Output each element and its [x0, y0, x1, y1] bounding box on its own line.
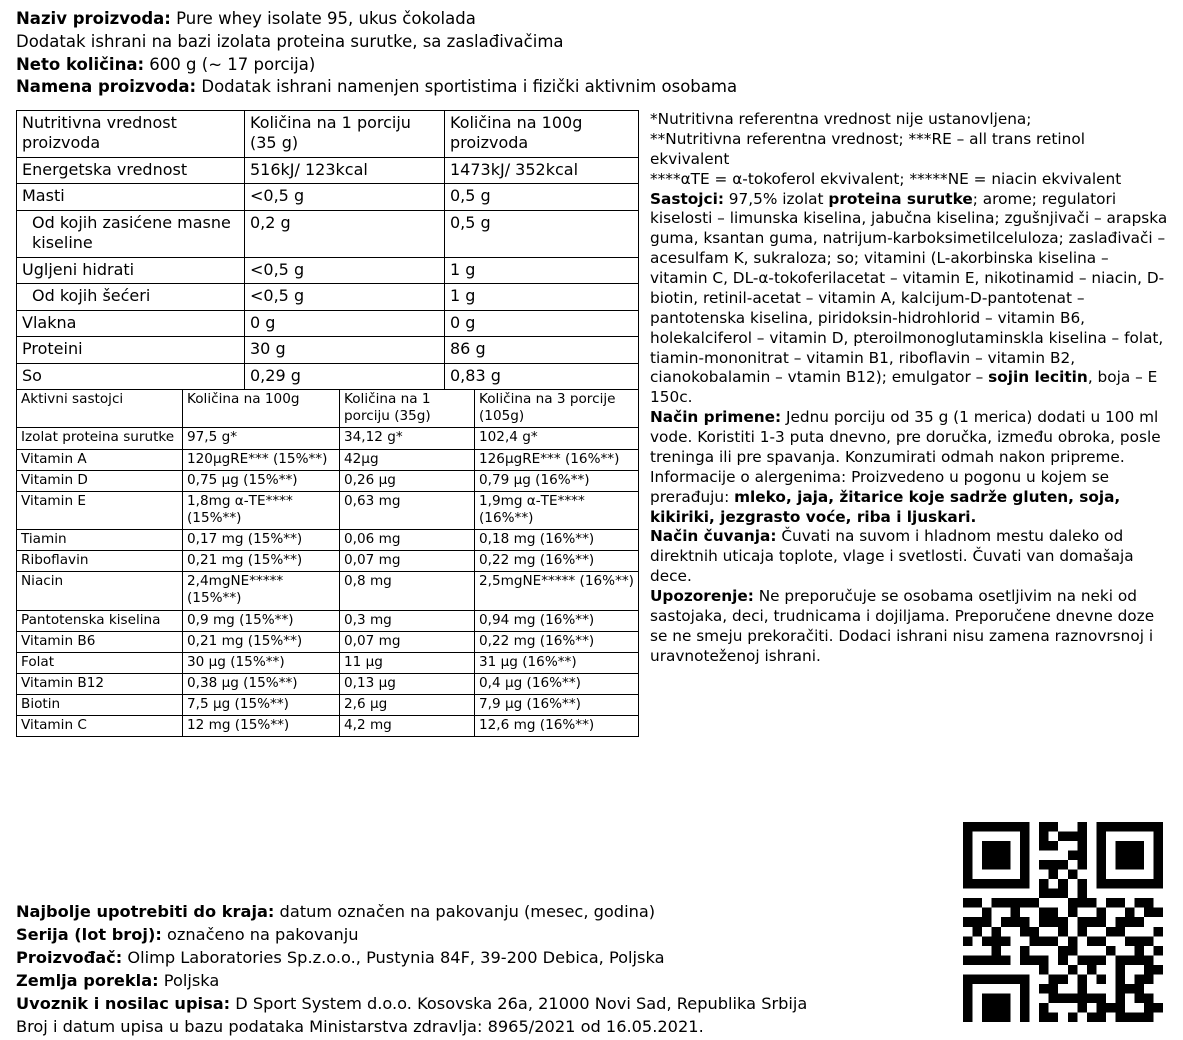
manufacturer-line: [16, 946, 976, 969]
best-before-label: Najbolje upotrebiti do kraja:: [16, 902, 275, 921]
product-name-label: Naziv proizvoda:: [16, 9, 171, 28]
nutrition-per100g: 1 g: [445, 257, 639, 283]
active-name: Vitamin B12: [17, 673, 183, 694]
country-line: [16, 969, 976, 992]
ingredients-text-3: , boja – E 150c.: [650, 368, 1158, 407]
country-label: Zemlja porekla:: [16, 971, 159, 990]
active-per100g: 7,5 µg (15%**): [183, 695, 340, 716]
active-name: Niacin: [17, 572, 183, 610]
table-row: [17, 530, 639, 551]
nutrition-per100g: 0,5 g: [445, 184, 639, 210]
purpose-line: [16, 76, 1166, 99]
allergen-bold: mleko, jaja, žitarice koje sadrže gluten, soja, kikiriki, jezgrasto voće, riba i ljuskari.: [650, 487, 1121, 526]
nutrition-per100g: 1 g: [445, 284, 639, 310]
net-quantity-label: Neto količina:: [16, 54, 145, 74]
registration-line: Broj i datum upisa u bazu podataka Ministarstva zdravlja: 8965/2021 od 16.05.2021.: [16, 1017, 704, 1036]
storage-label: Način čuvanja:: [650, 527, 777, 546]
table-row: [17, 716, 639, 737]
active-header-2: Količina na 1 porciju (35g): [340, 390, 475, 428]
nutrition-label: So: [17, 363, 245, 389]
table-row: [17, 610, 639, 631]
active-per-serving: 0,13 µg: [340, 673, 475, 694]
table-row: [17, 652, 639, 673]
table-row: [17, 363, 639, 389]
active-name: Vitamin A: [17, 449, 183, 470]
active-per100g: 0,21 mg (15%**): [183, 551, 340, 572]
active-per100g: 1,8mg α-TE**** (15%**): [183, 491, 340, 529]
nutrition-per100g: 0,83 g: [445, 363, 639, 389]
table-row: [17, 337, 639, 363]
nutrition-per100g: 86 g: [445, 337, 639, 363]
nutrition-label: Energetska vrednost: [17, 157, 245, 183]
usage-text: Jednu porciju od 35 g (1 merica) dodati u 100 ml vode. Koristiti 1-3 puta dnevno, pre doručka, između obroka, posle treninga ili pre spavanja. Konzumirati odmah nakon pripreme.: [650, 408, 1161, 466]
allergen-text: Informacije o alergenima: Proizvedeno u pogonu u kojem se prerađuju:: [650, 467, 1110, 506]
nutrition-label: Od kojih šećeri: [17, 284, 245, 310]
active-name: Vitamin B6: [17, 631, 183, 652]
importer-value: D Sport System d.o.o. Kosovska 26a, 21000 Novi Sad, Republika Srbija: [230, 994, 808, 1013]
active-per-serving: 0,8 mg: [340, 572, 475, 610]
active-per100g: 0,38 µg (15%**): [183, 673, 340, 694]
footnote-3: ****αTE = α-tokoferol ekvivalent; *****NE = niacin ekvivalent: [650, 169, 1122, 188]
active-per100g: 0,9 mg (15%**): [183, 610, 340, 631]
best-before-value: datum označen na pakovanju (mesec, godina): [274, 902, 656, 921]
active-header-1: Količina na 100g: [183, 390, 340, 428]
product-name-line: [16, 8, 1166, 31]
net-quantity-line: [16, 54, 1166, 77]
active-per-3servings: 7,9 µg (16%**): [475, 695, 639, 716]
nutrition-table: [16, 110, 639, 390]
nutrition-label: Proteini: [17, 337, 245, 363]
active-per-3servings: 12,6 mg (16%**): [475, 716, 639, 737]
active-per-3servings: 0,22 mg (16%**): [475, 551, 639, 572]
active-per-serving: 4,2 mg: [340, 716, 475, 737]
active-per100g: 12 mg (15%**): [183, 716, 340, 737]
active-per-serving: 11 µg: [340, 652, 475, 673]
table-row: [17, 310, 639, 336]
nutrition-serving: <0,5 g: [245, 284, 445, 310]
ingredients-label: Sastojci:: [650, 189, 724, 208]
active-per-serving: 0,3 mg: [340, 610, 475, 631]
active-per-serving: 0,07 mg: [340, 631, 475, 652]
nutrition-serving: 0,2 g: [245, 210, 445, 257]
active-per-3servings: 126µgRE*** (16%**): [475, 449, 639, 470]
active-name: Vitamin D: [17, 470, 183, 491]
warning-text: Ne preporučuje se osobama osetljivim na neki od sastojaka, deci, trudnicama i dojiljama. Preporučene dnevne doze se ne smeju prekoračiti. Dodaci ishrani nisu zamena raznovrsnoj i uravnoteženoj ishrani.: [650, 587, 1155, 665]
active-per-3servings: 0,18 mg (16%**): [475, 530, 639, 551]
active-ingredients-table: [16, 389, 639, 737]
footnote-1: *Nutritivna referentna vrednost nije ustanovljena;: [650, 110, 1032, 128]
active-per100g: 120µgRE*** (15%**): [183, 449, 340, 470]
active-per-serving: 0,63 mg: [340, 491, 475, 529]
active-per-3servings: 31 µg (16%**): [475, 652, 639, 673]
table-row: [17, 157, 639, 183]
tables-column: [16, 110, 638, 737]
usage-paragraph: [650, 408, 1168, 468]
nutrition-serving: 0,29 g: [245, 363, 445, 389]
table-row: [17, 491, 639, 529]
purpose-label: Namena proizvoda:: [16, 77, 197, 97]
table-row: [17, 184, 639, 210]
table-header-row: [17, 390, 639, 428]
table-row: [17, 551, 639, 572]
active-name: Vitamin C: [17, 716, 183, 737]
table-row: [17, 673, 639, 694]
ingredients-bold-2: sojin lecitin: [988, 368, 1088, 387]
qr-code-image: [963, 822, 1163, 1022]
active-per-3servings: 0,79 µg (16%**): [475, 470, 639, 491]
active-per100g: 97,5 g*: [183, 428, 340, 449]
allergen-paragraph: [650, 468, 1168, 528]
active-name: Folat: [17, 652, 183, 673]
active-name: Tiamin: [17, 530, 183, 551]
table-row: [17, 284, 639, 310]
product-header: [16, 8, 1166, 99]
nutrition-serving: 30 g: [245, 337, 445, 363]
active-per-3servings: 0,22 mg (16%**): [475, 631, 639, 652]
active-per100g: 0,75 µg (15%**): [183, 470, 340, 491]
nutrition-header-0: Nutritivna vrednost proizvoda: [17, 111, 245, 158]
active-per-serving: 0,26 µg: [340, 470, 475, 491]
active-per-serving: 42µg: [340, 449, 475, 470]
active-name: Izolat proteina surutke: [17, 428, 183, 449]
table-row: [17, 631, 639, 652]
active-name: Pantotenska kiselina: [17, 610, 183, 631]
nutrition-header-1: Količina na 1 porciju (35 g): [245, 111, 445, 158]
table-row: [17, 428, 639, 449]
active-per-serving: 0,07 mg: [340, 551, 475, 572]
active-header-3: Količina na 3 porcije (105g): [475, 390, 639, 428]
nutrition-per100g: 0 g: [445, 310, 639, 336]
warning-paragraph: [650, 587, 1168, 667]
active-name: Biotin: [17, 695, 183, 716]
nutrition-serving: <0,5 g: [245, 184, 445, 210]
active-per-3servings: 0,94 mg (16%**): [475, 610, 639, 631]
importer-line: [16, 992, 976, 1015]
storage-text: Čuvati na suvom i hladnom mestu daleko od direktnih uticaja toplote, vlage i svetlosti. Čuvati van domašaja dece.: [650, 527, 1134, 586]
table-row: [17, 695, 639, 716]
table-header-row: [17, 111, 639, 158]
table-row: [17, 210, 639, 257]
active-per-3servings: 1,9mg α-TE**** (16%**): [475, 491, 639, 529]
active-per100g: 0,17 mg (15%**): [183, 530, 340, 551]
active-per-serving: 34,12 g*: [340, 428, 475, 449]
active-per-3servings: 2,5mgNE***** (16%**): [475, 572, 639, 610]
footnote-2: **Nutritivna referentna vrednost; ***RE – all trans retinol ekvivalent: [650, 129, 1085, 168]
manufacturer-label: Proizvođač:: [16, 948, 123, 967]
ingredients-paragraph: [650, 190, 1168, 409]
nutrition-serving: 0 g: [245, 310, 445, 336]
footer-info: [16, 900, 976, 1038]
nutrition-per100g: 0,5 g: [445, 210, 639, 257]
lot-value: označeno na pakovanju: [161, 925, 359, 944]
warning-label: Upozorenje:: [650, 587, 754, 605]
usage-label: Način primene:: [650, 408, 782, 427]
table-row: [17, 449, 639, 470]
table-row: [17, 257, 639, 283]
active-per100g: 30 µg (15%**): [183, 652, 340, 673]
storage-paragraph: [650, 527, 1168, 587]
active-per-serving: 2,6 µg: [340, 695, 475, 716]
lot-label: Serija (lot broj):: [16, 925, 162, 944]
lot-line: [16, 923, 976, 946]
notes-column: [650, 110, 1168, 667]
ingredients-text-2: ; arome; regulatori kiselosti – limunska kiselina, jabučna kiselina; zgušnjivači – arapska guma, ksantan guma, natrijum-karboksimetilceluloza; zaslađivači – acesulfam K, sukraloza; so; vitamini (L-akorbinska kiselina – vitamin C, DL-α-tokoferilacetat – vitamin E, nikotinamid – niacin, D-biotin, retinil-acetat – vitamin A, kalcijum-D-pantotenat – pantotenska kiselina, piridoksin-hidrohlorid – vitamin B6, holekalciferol – vitamin D, pteroilmonoglutaminskla kiselina – folat, tiamin-mononitrat – vitamin B1, riboflavin – vitamin B2, cianokobalamin – vtamin B12); emulgator –: [650, 189, 1168, 387]
purpose-value: Dodatak ishrani namenjen sportistima i fizički aktivnim osobama: [196, 77, 738, 97]
nutrition-label: Masti: [17, 184, 245, 210]
active-header-0: Aktivni sastojci: [17, 390, 183, 428]
qr-code: [963, 822, 1163, 1022]
active-name: Vitamin E: [17, 491, 183, 529]
nutrition-label: Vlakna: [17, 310, 245, 336]
active-per100g: 0,21 mg (15%**): [183, 631, 340, 652]
country-value: Poljska: [158, 971, 220, 990]
ingredients-text-1: 97,5% izolat: [723, 189, 829, 208]
nutrition-label: Ugljeni hidrati: [17, 257, 245, 283]
nutrition-serving: <0,5 g: [245, 257, 445, 283]
table-row: [17, 470, 639, 491]
nutrition-header-2: Količina na 100g proizvoda: [445, 111, 639, 158]
manufacturer-value: Olimp Laboratories Sp.z.o.o., Pustynia 84F, 39-200 Debica, Poljska: [122, 948, 665, 967]
ingredients-bold-1: proteina surutke: [828, 189, 973, 208]
nutrition-label: Od kojih zasićene masne kiseline: [17, 210, 245, 257]
active-per-serving: 0,06 mg: [340, 530, 475, 551]
importer-label: Uvoznik i nosilac upisa:: [16, 994, 231, 1013]
active-per100g: 2,4mgNE***** (15%**): [183, 572, 340, 610]
product-name-value: Pure whey isolate 95, ukus čokolada: [170, 9, 476, 28]
active-name: Riboflavin: [17, 551, 183, 572]
nutrition-per100g: 1473kJ/ 352kcal: [445, 157, 639, 183]
active-per-3servings: 102,4 g*: [475, 428, 639, 449]
product-subtitle: Dodatak ishrani na bazi izolata proteina surutke, sa zaslađivačima: [16, 31, 564, 51]
nutrition-serving: 516kJ/ 123kcal: [245, 157, 445, 183]
net-quantity-value: 600 g (~ 17 porcija): [144, 54, 316, 74]
active-per-3servings: 0,4 µg (16%**): [475, 673, 639, 694]
best-before-line: [16, 900, 976, 923]
table-row: [17, 572, 639, 610]
